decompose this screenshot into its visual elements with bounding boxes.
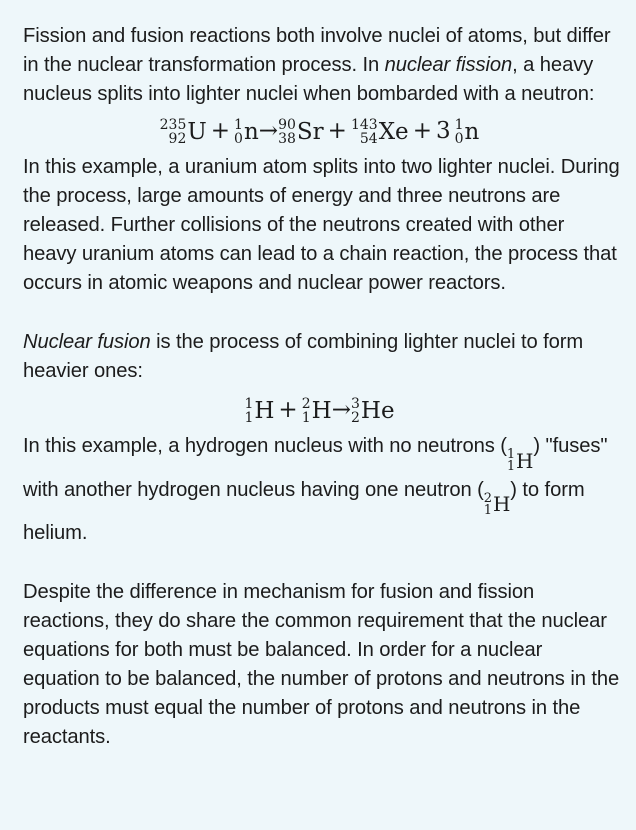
element-symbol: U xyxy=(187,119,207,145)
mass-number: 235 xyxy=(159,117,187,133)
element-symbol: n xyxy=(243,119,259,145)
mass-number: 90 xyxy=(278,117,296,133)
nuclear-fusion-term: Nuclear fusion xyxy=(23,331,151,353)
fusion-equation xyxy=(17,396,622,432)
fission-intro-text-end: , a heavy nucleus splits into lighter nuclei when bombarded with a neutron: xyxy=(23,54,595,105)
neutron-coefficient: 3 xyxy=(435,118,451,144)
reaction-arrow: → xyxy=(331,397,351,423)
fusion-intro-paragraph xyxy=(23,328,622,386)
atomic-number: 54 xyxy=(359,131,378,147)
element-symbol: Sr xyxy=(296,119,324,145)
atomic-number: 1 xyxy=(301,410,311,426)
element-symbol: He xyxy=(360,398,395,424)
plus-sign: + xyxy=(412,118,432,144)
xenon-143-nuclide xyxy=(351,118,409,146)
fusion-explanation-text-end: ) to form helium. xyxy=(23,478,585,544)
balance-requirement-paragraph: Despite the difference in mechanism for fusion and fission reactions, they do share the common requirement that the nuclear equations for both must be balanced. In order for a nuclear equation to be balanced, the number of protons and neutrons in the products must equal the number of protons and neutrons in the reactants. xyxy=(23,581,620,748)
atomic-number: 0 xyxy=(234,131,243,147)
fusion-explanation-text-mid: ) "fuses" with another hydrogen nucleus having one neutron ( xyxy=(23,435,608,501)
fusion-explanation-paragraph xyxy=(23,432,622,548)
mass-number: 2 xyxy=(483,490,492,506)
fission-intro-text: Fission and fusion reactions both involve nuclei of atoms, but differ in the nuclear transformation process. In xyxy=(23,25,611,76)
mass-number: 3 xyxy=(350,396,360,412)
helium-3-nuclide xyxy=(351,397,395,425)
strontium-90-nuclide xyxy=(278,118,324,146)
element-symbol: H xyxy=(492,492,511,516)
mass-number: 1 xyxy=(244,396,254,412)
neutron-nuclide xyxy=(234,118,259,146)
mass-number: 143 xyxy=(350,117,378,133)
reaction-arrow: → xyxy=(258,118,279,144)
plus-sign: + xyxy=(327,118,347,144)
fission-explanation-paragraph: In this example, a uranium atom splits into two lighter nuclei. During the process, large amounts of energy and three neutrons are released. Further collisions of the neutrons created with other heavy uranium atoms can lead to a chain reaction, the process that occurs in atomic weapons and nuclear power reactors. xyxy=(23,156,620,294)
atomic-number: 0 xyxy=(454,131,464,147)
fusion-explanation-text: In this example, a hydrogen nucleus with no neutrons ( xyxy=(23,435,507,457)
atomic-number: 1 xyxy=(506,459,516,474)
plus-sign: + xyxy=(210,118,231,144)
hydrogen-1-nuclide xyxy=(244,397,274,425)
element-symbol: H xyxy=(311,398,332,424)
element-symbol: H xyxy=(516,448,534,473)
atomic-number: 2 xyxy=(350,410,360,426)
fission-equation xyxy=(17,117,622,153)
mass-number: 1 xyxy=(234,117,243,133)
atomic-number: 1 xyxy=(244,410,254,426)
fusion-intro-text: is the process of combining lighter nuclei to form heavier ones: xyxy=(23,331,584,382)
neutron-nuclide xyxy=(455,118,480,146)
uranium-235-nuclide xyxy=(160,118,207,146)
element-symbol: Xe xyxy=(378,119,409,145)
mass-number: 2 xyxy=(301,396,311,412)
atomic-number: 92 xyxy=(168,131,187,147)
atomic-number: 38 xyxy=(278,131,296,147)
hydrogen-2-nuclide xyxy=(302,397,332,425)
paragraph-gap xyxy=(23,548,622,578)
element-symbol: n xyxy=(464,119,480,145)
inline-hydrogen-1 xyxy=(507,447,534,476)
atomic-number: 1 xyxy=(483,502,492,518)
mass-number: 1 xyxy=(506,447,516,462)
mass-number: 1 xyxy=(454,117,464,133)
fission-intro-paragraph xyxy=(23,22,622,109)
paragraph-gap xyxy=(23,298,622,328)
element-symbol: H xyxy=(254,398,275,424)
plus-sign: + xyxy=(278,397,298,423)
inline-hydrogen-2 xyxy=(484,490,511,519)
nuclear-fission-term: nuclear fission xyxy=(384,54,513,76)
